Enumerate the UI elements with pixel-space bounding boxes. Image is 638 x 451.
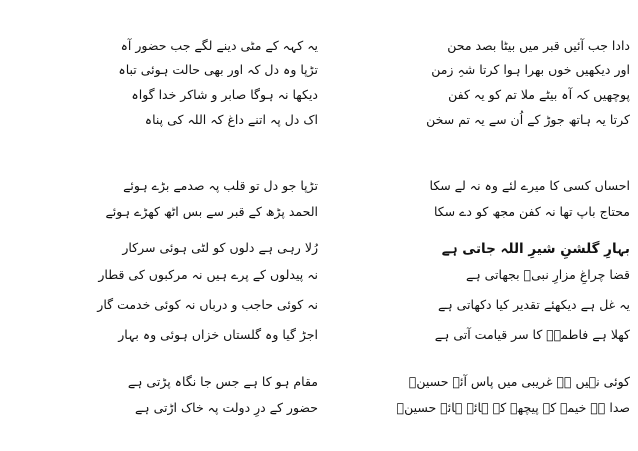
verse-line: یہ کہہ کے مٹی دینے لگے جب حضور آہ <box>120 38 318 53</box>
verse-line: مقام ہو کا ہے جس جا نگاہ پڑتی ہے <box>127 374 318 389</box>
verse-line: دیکھا نہ ہوگا صابر و شاکر خدا گواہ <box>131 87 318 102</box>
verse-line: قضا چراغِ مزارِ نبیؐ بجھاتی ہے <box>466 267 630 282</box>
verse-line: صدا ہے خیمے کے پیچھے کہ ہائے ہائے حسینؑ <box>396 400 630 415</box>
verse-line: کرتا یہ ہاتھ جوڑ کے اُن سے یہ تم سخن <box>426 112 630 127</box>
verse-line: حضور کے درِ دولت پہ خاک اڑتی ہے <box>134 400 318 415</box>
verse-line: تڑپا وہ دل کہ اور بھی حالت ہوئی تباہ <box>118 62 318 77</box>
verse-line: اجڑ گیا وہ گلستاں خزاں ہوئی وہ بہار <box>118 327 318 342</box>
verse-line: رُلا رہی ہے دلوں کو لٹی ہوئی سرکار <box>122 240 318 255</box>
verse-line: دادا جب آئیں قبر میں بیٹا بصد محن <box>447 38 630 53</box>
verse-line: محتاج باپ تھا نہ کفن مجھ کو دے سکا <box>433 204 630 219</box>
verse-line: کھلا ہے فاطمہؑ کا سر قیامت آتی ہے <box>434 327 630 342</box>
verse-line: تڑپا جو دل تو قلب پہ صدمے بڑے ہوئے <box>123 178 318 193</box>
section-heading: بہارِ گلشنِ شیرِ اللہ جاتی ہے <box>441 241 630 257</box>
verse-line: نہ پیدلوں کے پرے ہیں نہ مرکبوں کی قطار <box>98 267 318 282</box>
verse-line: الحمد پڑھ کے قبر سے بس اٹھ کھڑے ہوئے <box>105 204 318 219</box>
verse-line: پوچھیں کہ آہ بیٹے ملا تم کو یہ کفن <box>448 87 630 102</box>
verse-line: احساں کسی کا میرے لئے وہ نہ لے سکا <box>429 178 630 193</box>
verse-line: کوئی نہیں ہے غریبی میں پاس آئے حسینؑ <box>408 374 630 389</box>
verse-line: یہ غل ہے دیکھئے تقدیر کیا دکھاتی ہے <box>438 297 630 312</box>
verse-line: نہ کوئی حاجب و درباں نہ کوئی خدمت گار <box>97 297 318 312</box>
verse-line: اور دیکھیں خوں بھرا ہوا کرتا شہِ زمن <box>431 62 630 77</box>
verse-line: اک دل پہ اتنے داغ کہ اللہ کی پناہ <box>144 112 318 127</box>
